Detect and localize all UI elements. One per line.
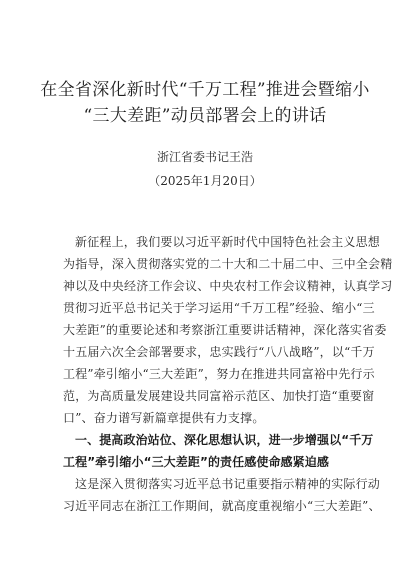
paragraph-1-line: 新征程上，我们要以习近平新时代中国特色社会主义思想 <box>75 235 381 249</box>
paragraph-1-line: 贯彻习近平总书记关于学习运用“千万工程”经验、缩小“三 <box>63 301 375 315</box>
paragraph-2-line: 这是深入贯彻落实习近平总书记重要指示精神的实际行动 <box>75 477 381 491</box>
section-heading-line: 工程”牵引缩小“三大差距”的责任感使命感紧迫感 <box>63 455 329 469</box>
author-line: 浙江省委书记王浩 <box>156 150 253 164</box>
paragraph-1-line: 大差距”的重要论述和考察浙江重要讲话精神，深化落实省委 <box>63 323 387 337</box>
paragraph-1-line: 口”、奋力谱写新篇章提供有力支撑。 <box>63 411 265 425</box>
paragraph-1-line: 范，为高质量发展建设共同富裕示范区、加快打造“重要窗 <box>63 389 375 403</box>
section-heading-line: 一、提高政治站位、深化思想认识，进一步增强以“千万 <box>75 433 374 447</box>
paragraph-2-line: 习近平同志在浙江工作期间，就高度重视缩小“三大差距”、 <box>63 499 381 513</box>
date-line: （2025年1月20日） <box>148 174 262 188</box>
paragraph-1-line: 工程”牵引缩小“三大差距”，努力在推进共同富裕中先行示 <box>63 367 375 381</box>
paragraph-1-line: 神以及中央经济工作会议、中央农村工作会议精神，认真学习 <box>63 279 393 293</box>
paragraph-1-line: 为指导，深入贯彻落实党的二十大和二十届二中、三中全会精 <box>63 257 393 271</box>
document-title-line-1: 在全省深化新时代“千万工程”推进会暨缩小 <box>40 80 370 100</box>
document-title-line-2: “三大差距”动员部署会上的讲话 <box>83 106 327 126</box>
paragraph-1-line: 十五届六次全会部署要求，忠实践行“八八战略”，以“千万 <box>63 345 375 359</box>
